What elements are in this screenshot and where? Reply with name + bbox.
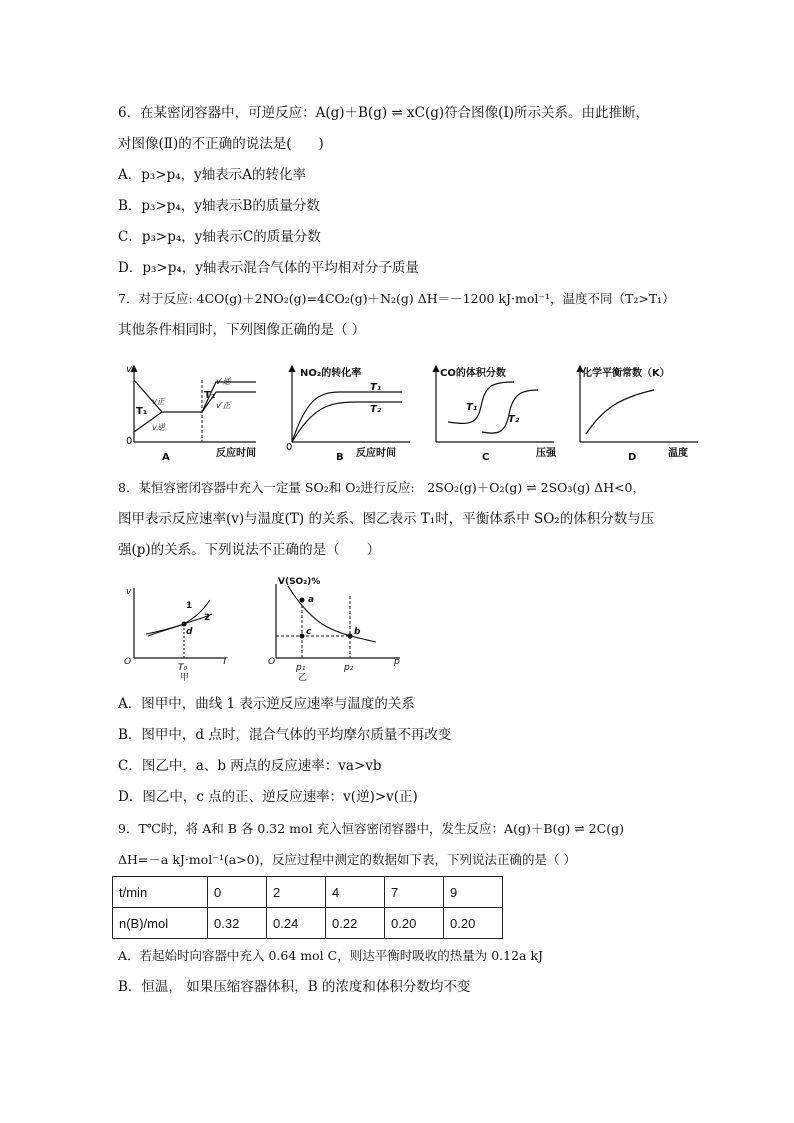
q8-stem-line2: 图甲表示反应速率(v)与温度(T) 的关系、图乙表示 T₁时，平衡体系中 SO₂的体积分数与压 xyxy=(118,511,655,527)
q8-option-c: C．图乙中，a、b 两点的反应速率：va>vb xyxy=(118,758,382,774)
q8-option-d: D．图乙中，c 点的正、逆反应速率：v(逆)>v(正) xyxy=(118,789,418,805)
q9-option-a: A．若起始时向容器中充入 0.64 mol C，则达平衡时吸收的热量为 0.12a kJ xyxy=(118,948,544,963)
graph-c-caption: C xyxy=(482,452,490,463)
q6-stem-line2: 对图像(Ⅱ)的不正确的说法是( ) xyxy=(118,136,324,152)
q8-option-b: B．图甲中，d 点时，混合气体的平均摩尔质量不再改变 xyxy=(118,727,452,743)
q6-option-b: B．p₃>p₄，y轴表示B的质量分数 xyxy=(118,198,320,214)
graph-c-xlabel: 压强 xyxy=(536,448,556,459)
q7-graph-d xyxy=(580,366,698,463)
graph-a-origin: 0 xyxy=(126,436,133,447)
graph-b-origin: 0 xyxy=(286,442,293,453)
jia-curve2: 2 xyxy=(204,613,211,623)
q8-graph-yi xyxy=(268,577,400,683)
jia-ylabel: v xyxy=(126,587,132,597)
yi-ylabel: V(SO₂)% xyxy=(278,577,321,587)
q9-data-table xyxy=(112,876,503,939)
q7-stem-line1: 7．对于反应: 4CO(g)＋2NO₂(g)=4CO₂(g)＋N₂(g) ΔH＝－1200 kJ·mol⁻¹，温度不同（T₂>T₁） xyxy=(118,291,675,306)
graph-d-caption: D xyxy=(628,452,637,463)
q8-stem-line1: 8．某恒容密闭容器中充入一定量 SO₂和 O₂进行反应: 2SO₂(g)＋O₂(g) ⇌ 2SO₃(g) ΔH<0， xyxy=(118,480,646,495)
table-row xyxy=(113,877,503,908)
table-cell: 4 xyxy=(326,877,385,908)
q9-stem-line2: ΔH=－a kJ·mol⁻¹(a>0)，反应过程中测定的数据如下表，下列说法正确的是（ ） xyxy=(118,852,576,867)
q6-option-d: D．p₃>p₄，y轴表示混合气体的平均相对分子质量 xyxy=(118,260,419,276)
graph-d-xlabel: 温度 xyxy=(668,448,688,459)
q9-stem-line1: 9．T℃时，将 A和 B 各 0.32 mol 充入恒容密闭容器中，发生反应：A(g)＋B(g) ⇌ 2C(g) xyxy=(118,821,624,836)
q6-option-a: A．p₃>p₄，y轴表示A的转化率 xyxy=(118,167,307,183)
graph-b-curve1: T₁ xyxy=(370,382,382,393)
yi-point-c: c xyxy=(306,627,312,637)
graph-a-caption: A xyxy=(162,452,170,463)
q6-stem-line1: 6．在某密闭容器中，可逆反应：A(g)＋B(g) ⇌ xC(g)符合图像(Ⅰ)所示关系。由此推断， xyxy=(118,105,649,121)
table-cell: 0.24 xyxy=(267,908,326,939)
jia-t0: T₀ xyxy=(178,663,188,673)
yi-origin: O xyxy=(268,657,276,667)
graph-c-title: CO的体积分数 xyxy=(440,368,506,379)
q8-stem-line3: 强(p)的关系。下列说法不正确的是（ ） xyxy=(118,542,381,558)
table-header-cell: t/min xyxy=(113,877,208,908)
q7-stem-line2: 其他条件相同时，下列图像正确的是（ ） xyxy=(118,322,366,338)
q9-option-b: B．恒温， 如果压缩容器体积，B 的浓度和体积分数均不变 xyxy=(118,979,471,995)
table-header-cell: n(B)/mol xyxy=(113,908,208,939)
yi-xlabel: p xyxy=(394,657,400,667)
yi-p1: p₁ xyxy=(296,663,306,673)
q7-graph-c xyxy=(436,366,557,463)
q7-graph-b xyxy=(286,366,410,463)
q8-graph-jia xyxy=(124,587,229,683)
graph-b-xlabel: 反应时间 xyxy=(356,448,396,459)
graph-a-vrev: v逆 xyxy=(152,423,165,432)
yi-point-b: b xyxy=(354,627,361,637)
table-cell: 0.20 xyxy=(385,908,444,939)
graph-b-title: NO₂的转化率 xyxy=(300,368,362,379)
jia-curve1: 1 xyxy=(186,601,193,611)
graph-b-curve2: T₂ xyxy=(370,404,382,415)
table-cell: 9 xyxy=(444,877,503,908)
table-cell: 0.22 xyxy=(326,908,385,939)
yi-point-a: a xyxy=(308,595,315,605)
graph-b-caption: B xyxy=(336,452,344,463)
table-cell: 2 xyxy=(267,877,326,908)
table-row xyxy=(113,908,503,939)
table-cell: 0.32 xyxy=(208,908,267,939)
graph-a-ylabel: v xyxy=(126,364,132,375)
yi-p2: p₂ xyxy=(344,663,354,673)
graph-a-xlabel: 反应时间 xyxy=(216,448,256,459)
graph-c-curve2: T₂ xyxy=(508,414,520,425)
graph-a-vfwd: v正 xyxy=(152,397,165,406)
q6-option-c: C．p₃>p₄，y轴表示C的质量分数 xyxy=(118,229,321,245)
graph-d-title: 化学平衡常数（K） xyxy=(582,368,670,379)
graph-a-t1: T₁ xyxy=(136,406,148,417)
q8-graphs xyxy=(118,572,408,684)
q7-graph-a xyxy=(126,364,256,463)
table-cell: 0.20 xyxy=(444,908,503,939)
table-cell: 7 xyxy=(385,877,444,908)
graph-a-vrev2: v′逆 xyxy=(216,377,231,386)
graph-a-t2: T₂ xyxy=(204,390,216,401)
yi-caption: 乙 xyxy=(298,673,308,683)
table-cell: 0 xyxy=(208,877,267,908)
q7-graphs xyxy=(118,360,708,465)
jia-origin: O xyxy=(124,657,132,667)
q8-option-a: A．图甲中，曲线 1 表示逆反应速率与温度的关系 xyxy=(118,696,415,712)
jia-point-d: d xyxy=(186,627,193,637)
graph-c-curve1: T₁ xyxy=(466,402,478,413)
jia-caption: 甲 xyxy=(180,673,190,683)
jia-xlabel: T xyxy=(222,657,228,667)
graph-a-vfwd2: v′正 xyxy=(216,401,231,410)
